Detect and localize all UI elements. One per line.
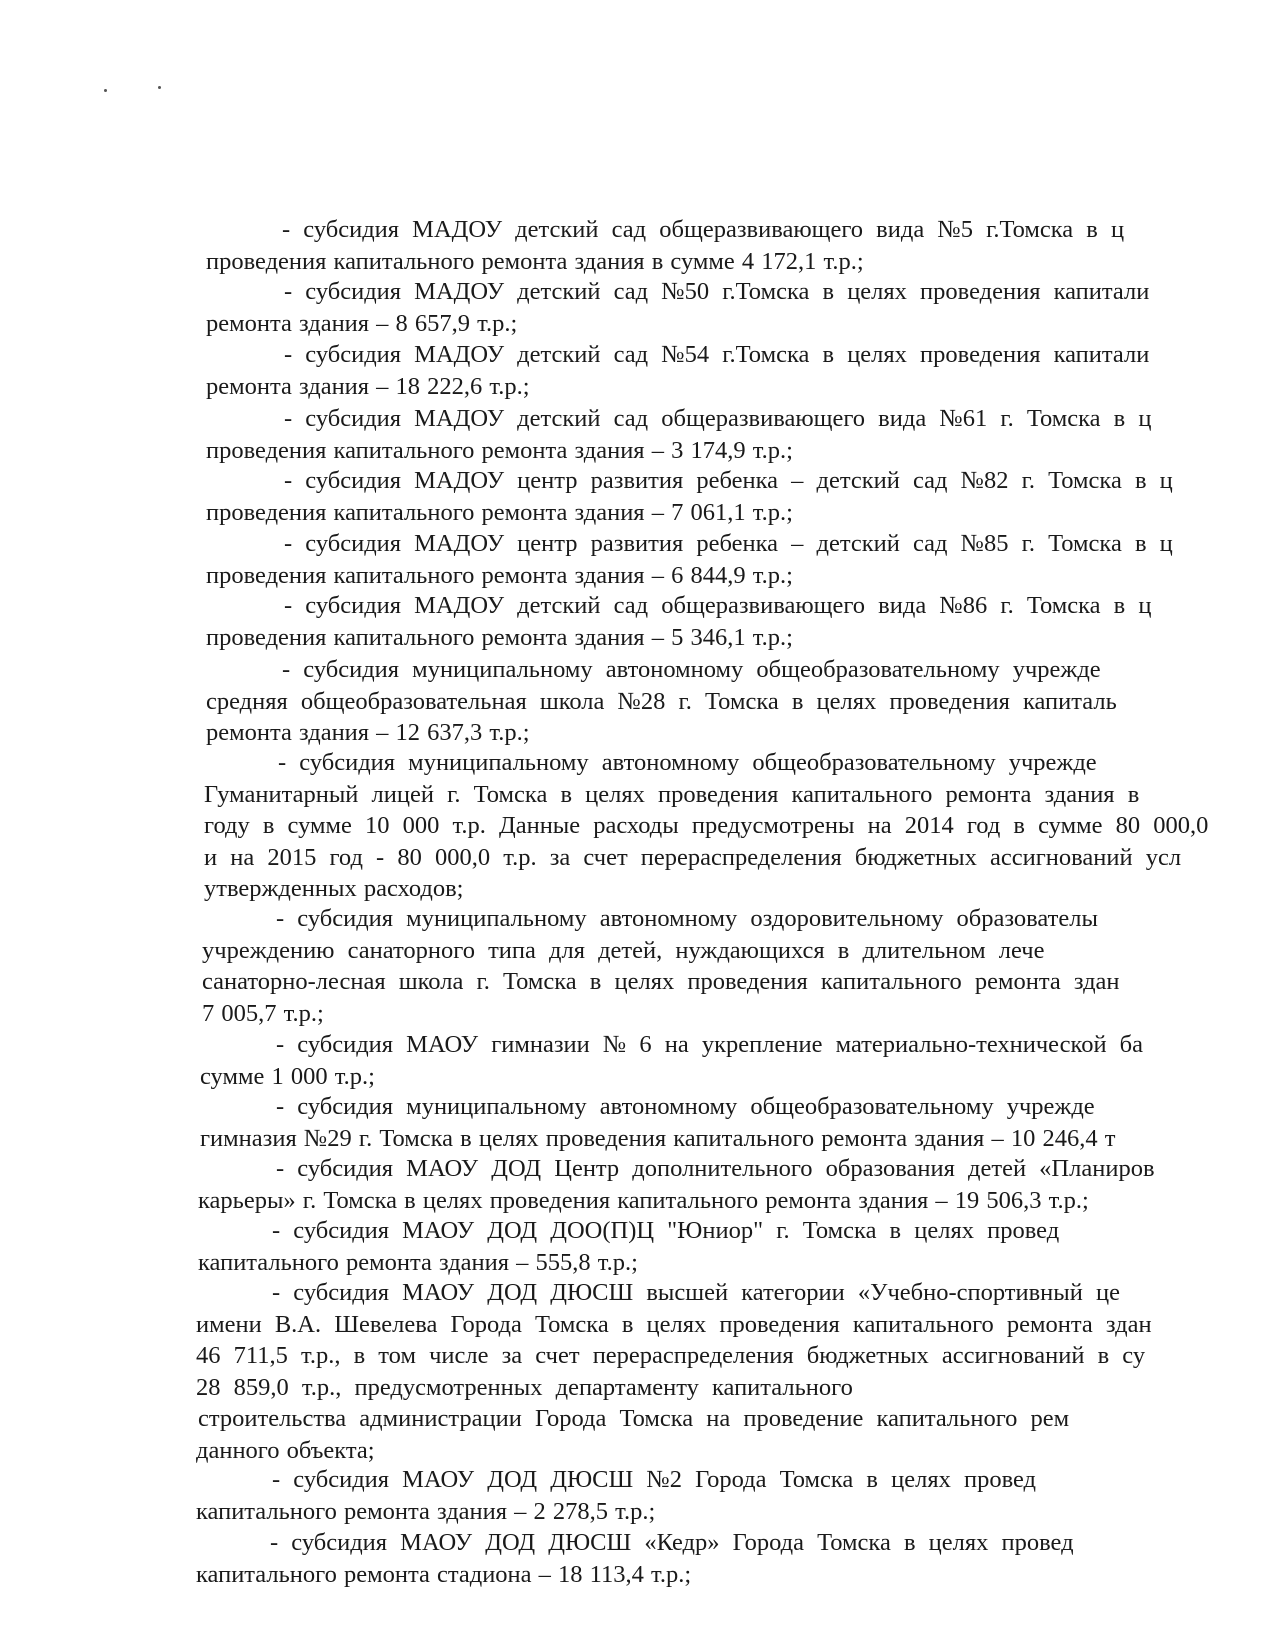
paragraph-line: - субсидия МАОУ ДОД ДЮСШ №2 Города Томска в целях провед <box>272 1466 1037 1493</box>
paragraph <box>206 590 1152 653</box>
paragraph-line: ремонта здания – 8 657,9 т.р.; <box>206 309 518 337</box>
paragraph-line: проведения капитального ремонта здания – 6 844,9 т.р.; <box>206 561 793 589</box>
paragraph <box>200 1091 1116 1154</box>
paragraph-line: - субсидия муниципальному автономному общеобразовательному учрежде <box>276 1093 1095 1120</box>
paragraph <box>198 1215 1060 1278</box>
paragraph-line: утвержденных расходов; <box>204 875 464 902</box>
paragraph-line: году в сумме 10 000 т.р. Данные расходы предусмотрены на 2014 год в сумме 80 000,0 <box>204 812 1209 839</box>
paragraph-line: проведения капитального ремонта здания – 3 174,9 т.р.; <box>206 436 793 464</box>
paragraph <box>206 214 1125 277</box>
paragraph-line: 28 859,0 т.р., предусмотренных департаменту капитального <box>196 1373 853 1401</box>
paragraph <box>200 1029 1144 1092</box>
paragraph-line: средняя общеобразовательная школа №28 г. Томска в целях проведения капиталь <box>206 687 1117 715</box>
paragraph <box>206 339 1150 402</box>
paragraph-line: - субсидия МАДОУ детский сад общеразвивающего вида №61 г. Томска в ц <box>284 405 1152 432</box>
paragraph-line: - субсидия муниципальному автономному оздоровительному образователы <box>276 905 1098 932</box>
paragraph <box>206 276 1150 339</box>
paragraph-line: 7 005,7 т.р.; <box>202 999 324 1027</box>
paragraph <box>206 654 1117 749</box>
paragraph <box>196 1277 1152 1466</box>
paragraph-line: - субсидия МАОУ ДОД Центр дополнительного образования детей «Планиров <box>276 1155 1155 1182</box>
paragraph-line: строительства администрации Города Томска на проведение капитального рем <box>198 1405 1070 1432</box>
paragraph-line: ремонта здания – 18 222,6 т.р.; <box>206 372 530 400</box>
paragraph-line: - субсидия МАОУ гимназии № 6 на укрепление материально-технической ба <box>276 1031 1144 1058</box>
paragraph-line: учреждению санаторного типа для детей, нуждающихся в длительном лече <box>202 936 1045 964</box>
paragraph-line: капитального ремонта здания – 555,8 т.р.; <box>198 1248 638 1276</box>
paragraph-line: - субсидия МАДОУ детский сад №50 г.Томска в целях проведения капитали <box>284 278 1150 305</box>
paragraph-line: проведения капитального ремонта здания – 7 061,1 т.р.; <box>206 498 793 526</box>
paragraph-line: - субсидия МАДОУ детский сад общеразвивающего вида №5 г.Томска в ц <box>282 216 1125 243</box>
paragraph-line: проведения капитального ремонта здания – 5 346,1 т.р.; <box>206 623 793 651</box>
paragraph-line: - субсидия муниципальному автономному общеобразовательному учрежде <box>278 749 1097 776</box>
paragraph-line: ремонта здания – 12 637,3 т.р.; <box>206 719 530 746</box>
paragraph-line: и на 2015 год - 80 000,0 т.р. за счет перераспределения бюджетных ассигнований усл <box>204 843 1182 871</box>
paragraph-line: данного объекта; <box>196 1436 375 1464</box>
paragraph-line: - субсидия муниципальному автономному общеобразовательному учрежде <box>282 656 1101 683</box>
paragraph <box>196 1527 1074 1590</box>
paragraph-line: - субсидия МАДОУ центр развития ребенка – детский сад №85 г. Томска в ц <box>284 530 1173 557</box>
paragraph-line: санаторно-лесная школа г. Томска в целях проведения капитального ремонта здан <box>202 968 1120 995</box>
scan-speck <box>158 86 161 89</box>
paragraph-line: капитального ремонта стадиона – 18 113,4 т.р.; <box>196 1560 692 1588</box>
paragraph-line: Гуманитарный лицей г. Томска в целях проведения капитального ремонта здания в <box>204 780 1140 808</box>
paragraph-line: - субсидия МАДОУ центр развития ребенка – детский сад №82 г. Томска в ц <box>284 467 1173 494</box>
paragraph <box>202 903 1120 1029</box>
paragraph <box>204 747 1209 905</box>
paragraph <box>198 1153 1155 1216</box>
paragraph-line: 46 711,5 т.р., в том числе за счет перераспределения бюджетных ассигнований в су <box>196 1342 1146 1369</box>
paragraph <box>206 465 1173 528</box>
paragraph-line: - субсидия МАОУ ДОД ДЮСШ высшей категории «Учебно-спортивный це <box>272 1279 1120 1306</box>
paragraph <box>206 528 1173 591</box>
paragraph-line: гимназия №29 г. Томска в целях проведения капитального ремонта здания – 10 246,4 т <box>200 1124 1116 1152</box>
paragraph-line: капитального ремонта здания – 2 278,5 т.р.; <box>196 1497 656 1525</box>
scan-speck <box>104 89 107 92</box>
paragraph-line: - субсидия МАОУ ДОД ДОО(П)Ц "Юниор" г. Томска в целях провед <box>272 1217 1060 1244</box>
paragraph-line: - субсидия МАДОУ детский сад общеразвивающего вида №86 г. Томска в ц <box>284 592 1152 619</box>
scan-specks <box>100 86 170 96</box>
paragraph-line: - субсидия МАОУ ДОД ДЮСШ «Кедр» Города Томска в целях провед <box>270 1529 1074 1556</box>
paragraph-line: сумме 1 000 т.р.; <box>200 1062 375 1090</box>
paragraph <box>196 1464 1037 1527</box>
paragraph-line: - субсидия МАДОУ детский сад №54 г.Томска в целях проведения капитали <box>284 341 1150 368</box>
paragraph-line: имени В.А. Шевелева Города Томска в целях проведения капитального ремонта здан <box>196 1310 1152 1338</box>
paragraph <box>206 403 1152 466</box>
paragraph-line: проведения капитального ремонта здания в сумме 4 172,1 т.р.; <box>206 247 864 275</box>
paragraph-line: карьеры» г. Томска в целях проведения капитального ремонта здания – 19 506,3 т.р.; <box>198 1186 1089 1214</box>
